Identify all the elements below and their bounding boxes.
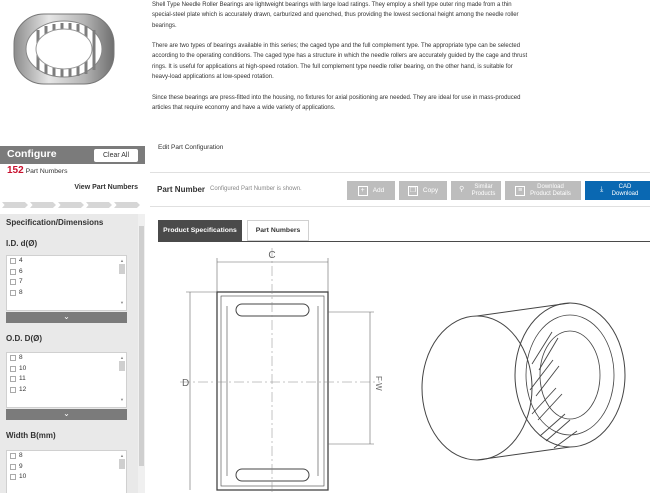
copy-button[interactable] [399,181,447,200]
scrollbar-thumb[interactable] [119,459,125,469]
checkbox[interactable] [10,464,16,470]
options-scrollbar[interactable] [119,258,125,308]
scrollbar-thumb[interactable] [119,264,125,274]
option-label: 9 [19,462,23,470]
progress-step [86,202,112,208]
scroll-down-icon[interactable]: ▼ [120,397,124,402]
similar-products-button[interactable] [451,181,501,200]
edit-part-configuration-label: Edit Part Configuration [158,144,224,151]
product-photo [0,0,140,100]
tab-part-numbers[interactable]: Part Numbers [247,220,309,241]
label-line: Similar [474,183,493,190]
part-count-label: Part Numbers [25,168,68,175]
part-number-hint: Configured Part Number is shown. [210,186,302,192]
spec-dimensions-panel [0,214,145,493]
scroll-up-icon[interactable]: ▲ [120,355,124,360]
similar-products-label [472,184,496,198]
checkbox[interactable] [10,279,16,285]
chevron-down-icon: ⌄ [63,409,70,418]
option-label: 6 [19,267,23,275]
configure-panel [0,146,145,493]
dimension-label-c: C [268,250,276,261]
divider [150,172,650,173]
spec-dimensions-heading: Specification/Dimensions [6,218,104,227]
filter-option[interactable] [7,353,126,364]
filter-options-id [6,255,127,311]
add-button[interactable] [347,181,395,200]
filter-title-od: O.D. D(Ø) [6,334,42,343]
description-paragraph: Shell Type Needle Roller Bearings are lightweight bearings with large load ratings. They employ a shell type outer ring made from a thin special-steel plate which is accurately drawn, carburized and quenched, thus providing the lowest sectional height among the needle roller bearings. [152,2,519,29]
scroll-up-icon[interactable]: ▲ [120,258,124,263]
checkbox[interactable] [10,258,16,264]
scroll-up-icon[interactable]: ▲ [120,453,124,458]
tab-underline [158,241,650,242]
filter-option[interactable] [7,451,126,462]
configure-title: Configure [7,148,57,160]
label-line: Download [611,190,639,197]
checkbox[interactable] [10,387,16,393]
filter-option[interactable] [7,472,126,483]
filter-option[interactable] [7,267,126,278]
checkbox[interactable] [10,474,16,480]
clear-all-button[interactable]: Clear All [94,149,138,162]
filter-title-width: Width B(mm) [6,431,56,440]
similar-search-icon: ⚲ [459,185,465,193]
progress-step [2,202,28,208]
option-label: 8 [19,354,23,361]
part-number-label: Part Number [157,185,206,194]
dimension-label-fw: F W [374,376,383,391]
checkbox[interactable] [10,453,16,459]
expand-id-button[interactable] [6,312,127,323]
tab-product-specifications[interactable]: Product Specifications [158,220,242,241]
progress-step [114,202,140,208]
cad-download-button[interactable] [585,181,650,200]
option-label: 11 [19,375,26,382]
label-line: Products [471,190,496,197]
checkbox[interactable] [10,290,16,296]
option-label: 7 [19,278,23,285]
description-paragraph: Since these bearings are press-fitted into the housing, no fixtures for axial positioning are needed. They are ideal for use in mass-produced articles that require economy and have a wide variety of applications. [152,94,521,111]
filter-option[interactable] [7,364,126,375]
divider [150,206,650,207]
option-label: 10 [19,364,27,372]
filter-option[interactable] [7,385,126,396]
part-count-number: 152 [7,165,24,176]
scrollbar-thumb[interactable] [119,361,125,371]
filter-option[interactable] [7,277,126,288]
panel-scrollbar[interactable] [138,214,145,493]
scroll-down-icon[interactable]: ▼ [120,300,124,305]
download-icon: ⤓ [600,185,604,193]
progress-step [58,202,84,208]
option-label: 8 [19,288,23,296]
download-product-details-button[interactable] [505,181,581,200]
progress-steps [2,202,142,208]
document-icon: ≡ [515,186,525,196]
copy-button-label: Copy [422,187,439,194]
isometric-view [422,303,625,460]
chevron-down-icon: ⌄ [63,312,70,321]
checkbox[interactable] [10,366,16,372]
product-description [152,0,530,124]
cad-download-label [612,184,639,198]
progress-step [30,202,56,208]
filter-option[interactable] [7,288,126,299]
download-details-label [530,184,571,198]
add-button-label: Add [372,187,385,194]
filter-title-id: I.D. d(Ø) [6,239,38,248]
checkbox[interactable] [10,355,16,361]
options-scrollbar[interactable] [119,453,125,493]
option-label: 8 [19,452,23,459]
copy-icon: ❐ [409,186,417,194]
options-scrollbar[interactable] [119,355,125,405]
scrollbar-thumb[interactable] [139,226,144,466]
label-line: CAD [618,183,632,190]
option-label: 10 [19,473,27,480]
bearing-technical-drawing [180,248,650,493]
part-count [0,164,145,178]
description-paragraph: There are two types of bearings available in this series; the caged type and the full complement type. The appropriate type can be selected according to the operating conditions. The caged type has a structure in which the needle rollers are accurately guided by the cage and thrust rings. It is useful for applications at high-speed rotation. The full complement type needle roller bearing, on the other hand, is suitable for heavy-load applications at low-speed rotation. [152,43,528,81]
option-label: 4 [19,257,23,264]
checkbox[interactable] [10,269,16,275]
configure-header [0,146,145,164]
filter-option[interactable] [7,462,126,473]
filter-options-od [6,352,127,408]
cross-section-view [180,248,380,493]
expand-od-button[interactable] [6,409,127,420]
filter-options-width [6,450,127,493]
filter-option[interactable] [7,256,126,267]
checkbox[interactable] [10,376,16,382]
filter-option[interactable] [7,374,126,385]
add-icon: + [358,186,368,196]
label-line: Download [537,183,564,190]
dimension-label-d: D [182,378,190,389]
view-part-numbers-link[interactable]: View Part Numbers [74,184,138,191]
label-line: Product Details [530,190,571,197]
option-label: 12 [19,385,27,393]
